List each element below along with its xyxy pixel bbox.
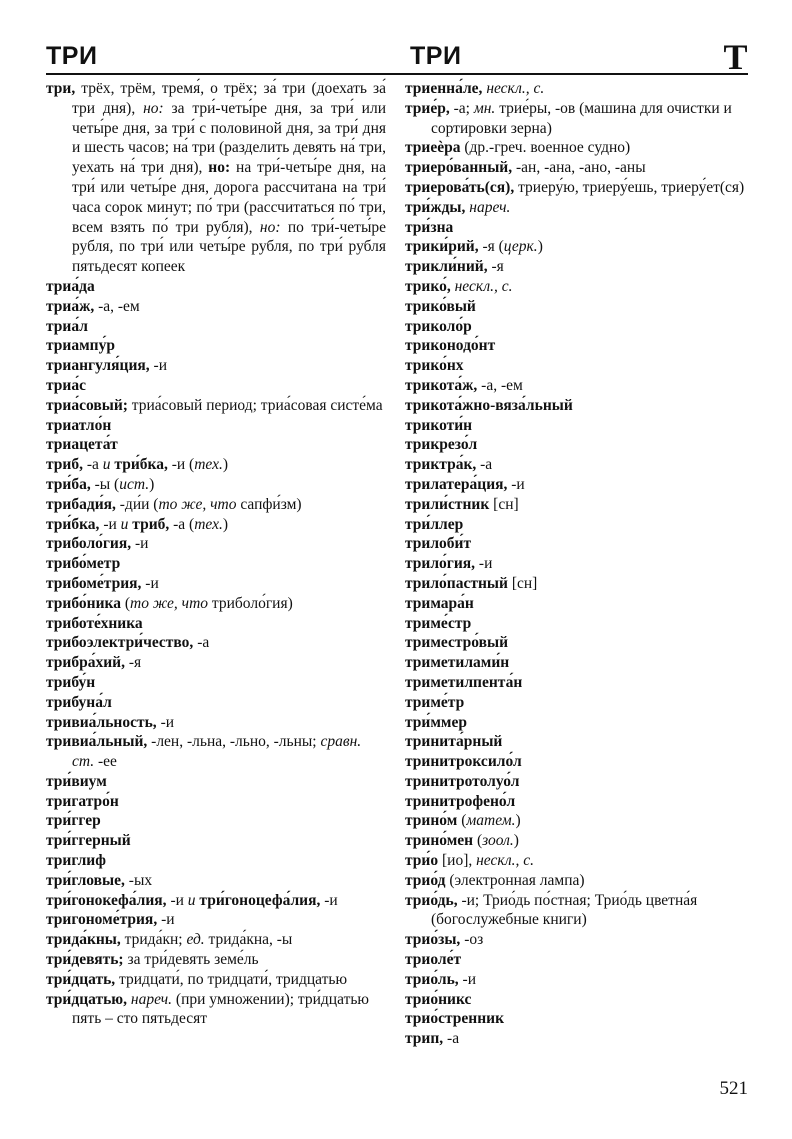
headword: трио́дь, (405, 891, 458, 909)
headword: триб, (46, 456, 83, 474)
headword: триампу́р (46, 337, 115, 355)
entry-text: -я (487, 258, 504, 276)
headword: три́ггер (46, 812, 101, 830)
entry-text: ист. (119, 475, 150, 493)
dictionary-entry (46, 811, 386, 831)
headword: триеро́ванный, (405, 159, 513, 177)
headword: трикрезо́л (405, 436, 478, 454)
dictionary-entry (405, 950, 755, 970)
headword: тринита́рный (405, 733, 503, 751)
headword: трики́рий, (405, 238, 479, 256)
entry-text: тридцати́, по тридцати́, тридцатью (115, 970, 348, 988)
dictionary-entry (405, 396, 755, 416)
headword: трико́нх (405, 357, 464, 375)
headword: три́зна (405, 218, 454, 236)
headword: три́ллер (405, 515, 464, 533)
entry-text: триа́совый период; триа́совая систе́ма (127, 396, 383, 414)
dictionary-entry (46, 495, 386, 515)
dictionary-entry (46, 277, 386, 297)
headword: три́дцать, (46, 970, 116, 988)
entry-text: трида́кн; (120, 931, 187, 949)
headword: трибоэлектри́чество, (46, 634, 194, 652)
dictionary-entry (405, 811, 755, 831)
entry-text: ) (515, 812, 521, 830)
entry-text: ) (513, 832, 519, 850)
headword: триангуля́ция, (46, 357, 150, 375)
headword: трип, (405, 1030, 444, 1048)
dictionary-entry (405, 673, 755, 693)
entry-text: -а (82, 456, 103, 474)
entry-text: трие́ры, -ов (машина для очистки и сортировки зерна) (431, 99, 732, 137)
headword: трио́ль, (405, 970, 459, 988)
entry-text: -и (157, 911, 175, 929)
dictionary-entry (405, 198, 755, 218)
dictionary-entry (405, 534, 755, 554)
dictionary-entry (46, 396, 386, 416)
dictionary-entry (405, 277, 755, 297)
left-column (46, 79, 386, 1029)
dictionary-entry (46, 891, 386, 911)
dictionary-entry (46, 79, 386, 277)
headword: трило́пастный (405, 574, 508, 592)
headword: трикли́ний, (405, 258, 488, 276)
entry-text: -я ( (478, 238, 504, 256)
dictionary-entry (46, 950, 386, 970)
entry-text: -а (476, 456, 493, 474)
headword: триа́ж, (46, 297, 95, 315)
entry-text: триб, (132, 515, 170, 533)
headword: трие́р, (405, 99, 450, 117)
headword: трибо́метр (46, 555, 121, 573)
headword: три́бка, (46, 515, 100, 533)
dictionary-entry (405, 772, 755, 792)
entry-text: три́гоноцефа́лия, (199, 891, 321, 909)
headword: три́о (405, 852, 439, 870)
headword: тривиа́льность, (46, 713, 157, 731)
dictionary-entry (405, 237, 755, 257)
dictionary-entry (46, 297, 386, 317)
headword: триа́л (46, 317, 88, 335)
page-number: 521 (719, 1078, 748, 1099)
headword: три, (46, 80, 76, 97)
headword: триметилпента́н (405, 673, 523, 691)
entry-text: -и (149, 357, 167, 375)
entry-text: -лен, -льна, -льно, -льны; (147, 733, 321, 751)
headword: трио́никс (405, 990, 472, 1008)
dictionary-entry (46, 376, 386, 396)
dictionary-entry (46, 851, 386, 871)
headword: трино́мен (405, 832, 474, 850)
headword: триглиф (46, 852, 106, 870)
headword: три́ммер (405, 713, 467, 731)
entry-text: но: (259, 218, 281, 236)
dictionary-entry (405, 138, 755, 158)
entry-text: -и (475, 555, 493, 573)
headword: триа́с (46, 376, 86, 394)
dictionary-entry (46, 910, 386, 930)
dictionary-entry (46, 336, 386, 356)
dictionary-entry (405, 1029, 755, 1049)
entry-text: тех. (194, 515, 223, 533)
dictionary-entry (46, 673, 386, 693)
dictionary-entry (405, 376, 755, 396)
entry-text: -и (99, 515, 121, 533)
entry-text: -ди́и ( (115, 495, 159, 513)
headword: триме́стр (405, 614, 472, 632)
dictionary-entry (46, 871, 386, 891)
dictionary-entry (405, 732, 755, 752)
headword: трибо́ника (46, 594, 121, 612)
dictionary-entry (46, 970, 386, 990)
entry-text: трёх, трём, тремя́, о трёх; за́ три (доехать за́ три дня), (72, 80, 386, 117)
entry-text: ( (120, 594, 131, 612)
entry-text: ед. (186, 931, 205, 949)
entry-text: -ы ( (90, 475, 120, 493)
entry-text: но: (143, 99, 164, 117)
headword: тримара́н (405, 594, 474, 612)
headword: трили́стник (405, 495, 490, 513)
dictionary-entry (46, 792, 386, 812)
dictionary-entry (46, 594, 386, 614)
dictionary-entry (405, 416, 755, 436)
headword: триколо́р (405, 317, 472, 335)
entry-text: -а (193, 634, 210, 652)
entry-text: нареч. (130, 990, 173, 1008)
headword: трибу́н (46, 673, 96, 691)
entry-text: три́бка, (114, 456, 168, 474)
headword: трико́, (405, 277, 451, 295)
headword: трио́стренник (405, 1010, 505, 1028)
headword: трио́зы, (405, 931, 461, 949)
entry-text: сапфи́зм) (236, 495, 302, 513)
headword: три́жды, (405, 198, 466, 216)
dictionary-entry (405, 257, 755, 277)
header-rule (46, 73, 748, 75)
entry-text: -ых (124, 871, 153, 889)
headword: триме́тр (405, 693, 465, 711)
dictionary-entry (405, 990, 755, 1010)
dictionary-entry (46, 633, 386, 653)
headword: трибуна́л (46, 693, 112, 711)
dictionary-entry (405, 614, 755, 634)
dictionary-entry (405, 574, 755, 594)
headword: триботе́хника (46, 614, 143, 632)
dictionary-entry (405, 594, 755, 614)
entry-text: [сн] (489, 495, 519, 513)
entry-text: нескл., с. (454, 277, 513, 295)
headword: тринитротолуо́л (405, 772, 520, 790)
entry-text: -и (458, 970, 477, 988)
entry-text: ) (222, 456, 229, 474)
entry-text: то же, что (130, 594, 209, 612)
entry-text: -а ( (169, 515, 195, 533)
entry-text: -и (166, 891, 188, 909)
dictionary-entry (46, 435, 386, 455)
dictionary-entry (46, 732, 386, 772)
dictionary-entry (405, 336, 755, 356)
entry-text: по три́-четы́ре рубля, по три́ или четы́ре рубля, по три́ рубля пятьдесят копеек (72, 218, 386, 276)
dictionary-entry (46, 554, 386, 574)
headword: трикоти́н (405, 416, 473, 434)
entry-text: ( (473, 832, 483, 850)
entry-text: триеру́ю, триеру́ешь, триеру́ет(ся) (514, 178, 745, 196)
entry-text: -ее (94, 753, 117, 771)
headword: трило́гия, (405, 555, 476, 573)
dictionary-entry (46, 574, 386, 594)
entry-text: ( (457, 812, 467, 830)
entry-text: и (120, 515, 129, 533)
entry-text: (электронная лампа) (445, 871, 585, 889)
dictionary-entry (405, 930, 755, 950)
entry-text: трида́кна, -ы (204, 931, 293, 949)
entry-text: ) (149, 475, 155, 493)
left-running-head: ТРИ (46, 42, 98, 70)
entry-text: -а, -ем (94, 297, 140, 315)
dictionary-entry (405, 297, 755, 317)
dictionary-entry (46, 515, 386, 535)
dictionary-entry (46, 534, 386, 554)
entry-text: то же, что (158, 495, 237, 513)
headword: триенна́ле, (405, 80, 483, 97)
dictionary-entry (46, 713, 386, 733)
dictionary-entry (46, 693, 386, 713)
entry-text: -и (320, 891, 338, 909)
dictionary-entry (405, 99, 755, 139)
headword: триерова́ть(ся), (405, 178, 515, 196)
dictionary-entry (46, 831, 386, 851)
page-header (46, 37, 748, 82)
dictionary-entry (46, 653, 386, 673)
headword: триместро́вый (405, 634, 509, 652)
dictionary-entry (405, 554, 755, 574)
dictionary-entry (405, 831, 755, 851)
entry-text: но: (208, 159, 231, 177)
dictionary-entry (405, 79, 755, 99)
entry-text: (др.-греч. военное судно) (460, 139, 631, 157)
entry-text: (при умножении); три́дцатью пять – сто пятьдесят (72, 990, 369, 1028)
headword: трино́м (405, 812, 458, 830)
dictionary-entry (46, 475, 386, 495)
dictionary-entry (46, 317, 386, 337)
dictionary-entry (405, 653, 755, 673)
headword: трибра́хий, (46, 654, 125, 672)
entry-text: -и (507, 475, 525, 493)
entry-text: матем. (466, 812, 516, 830)
dictionary-entry (46, 416, 386, 436)
headword: три́девять; (46, 951, 124, 969)
headword: триктра́к, (405, 456, 477, 474)
entry-text: и (102, 456, 111, 474)
headword: три́гловые, (46, 871, 125, 889)
headword: трилатера́ция, (405, 475, 508, 493)
entry-text: нескл., с. (476, 852, 535, 870)
entry-text: [сн] (507, 574, 538, 592)
entry-text: -ан, -ана, -ано, -аны (512, 159, 646, 177)
entry-text: ) (222, 515, 229, 533)
headword: трико́вый (405, 297, 476, 315)
dictionary-entry (405, 435, 755, 455)
dictionary-entry (405, 495, 755, 515)
entry-text: ) (537, 238, 543, 256)
headword: триеѐра (405, 139, 461, 157)
dictionary-entry (405, 1009, 755, 1029)
dictionary-entry (405, 713, 755, 733)
entry-text: -а (443, 1030, 460, 1048)
dictionary-entry (46, 356, 386, 376)
dictionary-entry (405, 178, 755, 198)
dictionary-entry (46, 930, 386, 950)
headword: трида́кны, (46, 931, 121, 949)
dictionary-entry (405, 633, 755, 653)
dictionary-entry (46, 614, 386, 634)
dictionary-entry (405, 792, 755, 812)
headword: трилоби́т (405, 535, 472, 553)
entry-text: -а, -ем (477, 376, 523, 394)
headword: триметилами́н (405, 654, 510, 672)
headword: триацета́т (46, 436, 118, 454)
entry-text: церк. (503, 238, 538, 256)
dictionary-entry (46, 455, 386, 475)
dictionary-entry (405, 752, 755, 772)
headword: трикота́жно-вяза́льный (405, 396, 573, 414)
entry-text: и (187, 891, 196, 909)
entry-text: зоол. (482, 832, 514, 850)
dictionary-entry (405, 475, 755, 495)
dictionary-entry (405, 891, 755, 931)
entry-text: сравн. ст. (72, 733, 362, 771)
dictionary-entry (405, 693, 755, 713)
headword: тригатро́н (46, 792, 119, 810)
headword: три́ба, (46, 475, 91, 493)
dictionary-entry (405, 851, 755, 871)
headword: тринитрофено́л (405, 792, 516, 810)
entry-text: -и (156, 713, 175, 731)
dictionary-entry (405, 218, 755, 238)
headword: три́дцатью, (46, 990, 128, 1008)
entry-text: за три́-четы́ре дня, за три́ или четы́ре дня, за три́ с половиной дня, за три́ дня и шесть часов; на́ три (разделить девять на́ три, уехать на́ три дня), (72, 99, 387, 177)
dictionary-entry (46, 772, 386, 792)
headword: триболо́гия, (46, 535, 132, 553)
dictionary-entry (46, 990, 386, 1030)
headword: три́гонокефа́лия, (46, 891, 167, 909)
entry-text: -я (124, 654, 142, 672)
dictionary-entry (405, 317, 755, 337)
dictionary-entry (405, 455, 755, 475)
headword: триатло́н (46, 416, 112, 434)
entry-text: -оз (460, 931, 484, 949)
headword: трибоме́трия, (46, 574, 142, 592)
entry-text: мн. (473, 99, 496, 117)
headword: тривиа́льный, (46, 733, 148, 751)
entry-text: нескл., с. (486, 80, 545, 97)
entry-text: -и ( (167, 456, 195, 474)
dictionary-entry (405, 356, 755, 376)
headword: тригономе́трия, (46, 911, 158, 929)
entry-text: -и (141, 574, 159, 592)
right-running-head: ТРИ (410, 42, 462, 70)
entry-text: -а; (449, 99, 474, 117)
headword: трио́д (405, 871, 446, 889)
headword: трибади́я, (46, 495, 116, 513)
section-letter: Т (723, 37, 748, 77)
entry-text: нареч. (469, 198, 511, 216)
right-column (405, 79, 755, 1049)
dictionary-entry (405, 515, 755, 535)
headword: триа́совый; (46, 396, 128, 414)
headword: три́виум (46, 772, 107, 790)
dictionary-entry (405, 871, 755, 891)
entry-text: -и (131, 535, 149, 553)
dictionary-entry (405, 158, 755, 178)
entry-text: на три́-четы́ре дня, на три́ или четы́ре дня, дорога рассчитана на три́ часа сорок минут; по́ три (рассчитаться по́ три, всем взять по́ три рубля), (72, 159, 386, 236)
headword: триоле́т (405, 951, 462, 969)
headword: трикота́ж, (405, 376, 478, 394)
entry-text: [ио], (438, 852, 477, 870)
headword: триконодо́нт (405, 337, 496, 355)
entry-text: -и; Трио́дь по́стная; Трио́дь цветна́я (богослужебные книги) (431, 891, 698, 929)
dictionary-entry (405, 970, 755, 990)
entry-text: тех. (194, 456, 223, 474)
entry-text: триболо́гия) (208, 594, 293, 612)
headword: три́ггерный (46, 832, 131, 850)
headword: триа́да (46, 277, 95, 295)
entry-text: за три́девять земе́ль (123, 951, 259, 969)
headword: тринитроксило́л (405, 753, 522, 771)
